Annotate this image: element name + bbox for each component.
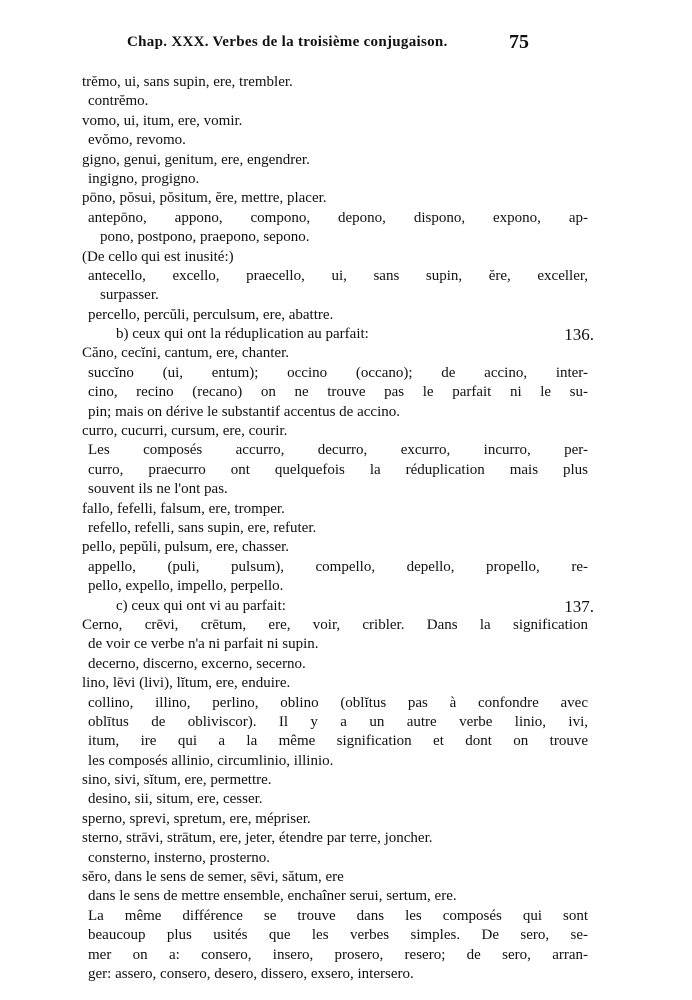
line-text: b) ceux qui ont la réduplication au parfait: — [116, 326, 369, 343]
text-line — [82, 500, 588, 519]
text-line — [82, 267, 588, 286]
line-text: c) ceux qui ont vi au parfait: — [116, 597, 286, 614]
text-line — [82, 946, 588, 965]
text-line — [82, 965, 588, 984]
line-text: desino, sii, situm, ere, cesser. — [88, 791, 263, 808]
line-text: fallo, fefelli, falsum, ere, tromper. — [82, 500, 285, 517]
text-line — [82, 538, 588, 557]
chapter-title: Chap. XXX. Verbes de la troisième conjugaison. — [127, 34, 448, 50]
line-text: antepōno, appono, compono, depono, dispono, expono, ap- — [88, 209, 588, 226]
text-line — [82, 403, 588, 422]
page-body — [82, 73, 594, 984]
line-text: La même différence se trouve dans les composés qui sont — [88, 907, 588, 924]
line-text: succĭno (ui, entum); occino (occano); de accino, inter- — [88, 364, 588, 381]
text-line — [82, 189, 588, 208]
text-line — [82, 131, 588, 150]
line-text: refello, refelli, sans supin, ere, refuter. — [88, 519, 317, 536]
text-line — [82, 926, 588, 945]
text-line — [82, 286, 588, 305]
text-line — [82, 694, 588, 713]
line-text: ger: assero, consero, desero, dissero, exsero, intersero. — [88, 965, 414, 982]
line-text: Les composés accurro, decurro, excurro, incurro, per- — [88, 442, 588, 459]
line-text: ingigno, progigno. — [88, 170, 200, 187]
text-line — [82, 713, 588, 732]
text-line — [82, 422, 588, 441]
text-line — [82, 325, 594, 345]
line-text: souvent ils ne l'ont pas. — [88, 481, 228, 498]
line-text: curro, cucurri, cursum, ere, courir. — [82, 423, 288, 440]
line-text: les composés allinio, circumlinio, illinio. — [88, 752, 334, 769]
line-text: cino, recino (recano) on ne trouve pas le parfait ni le su- — [88, 384, 588, 401]
section-number: 137. — [564, 596, 594, 616]
text-line — [82, 596, 594, 616]
text-line — [82, 635, 588, 654]
line-text: appello, (puli, pulsum), compello, depello, propello, re- — [88, 558, 588, 575]
text-line — [82, 558, 588, 577]
running-header — [0, 31, 692, 56]
text-line — [82, 209, 588, 228]
text-line — [82, 771, 588, 790]
line-text: beaucoup plus usités que les verbes simples. De sero, se- — [88, 927, 588, 944]
line-text: surpasser. — [100, 287, 159, 304]
text-line — [82, 907, 588, 926]
text-line — [82, 868, 588, 887]
line-text: pello, expello, impello, perpello. — [88, 578, 284, 595]
line-text: antecello, excello, praecello, ui, sans supin, ĕre, exceller, — [88, 267, 588, 284]
line-text: decerno, discerno, excerno, secerno. — [88, 655, 306, 672]
line-text: lino, lēvi (livi), lĭtum, ere, enduire. — [82, 675, 291, 692]
text-line — [82, 849, 588, 868]
text-line — [82, 790, 588, 809]
line-text: collino, illino, perlino, oblino (oblĭtus pas à confondre avec — [88, 694, 588, 711]
text-line — [82, 151, 588, 170]
line-text: contrĕmo. — [88, 93, 149, 110]
text-line — [82, 383, 588, 402]
text-line — [82, 577, 588, 596]
line-text: gigno, genui, genitum, ere, engendrer. — [82, 151, 310, 168]
text-line — [82, 461, 588, 480]
line-text: pin; mais on dérive le substantif accentus de accino. — [88, 403, 400, 420]
text-line — [82, 364, 588, 383]
text-line — [82, 344, 588, 363]
text-line — [82, 655, 588, 674]
line-text: itum, ire qui a la même signification et dont on trouve — [88, 733, 588, 750]
line-text: evŏmo, revomo. — [88, 132, 186, 149]
line-text: consterno, insterno, prosterno. — [88, 849, 271, 866]
text-line — [82, 732, 588, 751]
text-line — [82, 248, 588, 267]
line-text: percello, percŭli, perculsum, ere, abattre. — [88, 306, 334, 323]
line-text: dans le sens de mettre ensemble, enchaîner serui, sertum, ere. — [88, 888, 457, 905]
page-number: 75 — [509, 31, 529, 53]
line-text: vomo, ui, itum, ere, vomir. — [82, 112, 243, 129]
text-line — [82, 441, 588, 460]
line-text: sperno, sprevi, spretum, ere, mépriser. — [82, 810, 311, 827]
text-line — [82, 228, 588, 247]
line-text: curro, praecurro ont quelquefois la réduplication mais plus — [88, 461, 588, 478]
text-line — [82, 674, 588, 693]
text-line — [82, 170, 588, 189]
line-text: de voir ce verbe n'a ni parfait ni supin. — [88, 636, 319, 653]
line-text: Cerno, crēvi, crētum, ere, voir, cribler. Dans la signification — [82, 616, 588, 633]
text-line — [82, 112, 588, 131]
text-line — [82, 829, 588, 848]
text-line — [82, 480, 588, 499]
section-number: 136. — [564, 325, 594, 345]
line-text: (De cello qui est inusité:) — [82, 248, 234, 265]
line-text: pello, pepŭli, pulsum, ere, chasser. — [82, 539, 290, 556]
line-text: sterno, strāvi, strātum, ere, jeter, étendre par terre, joncher. — [82, 830, 433, 847]
text-line — [82, 810, 588, 829]
text-line — [82, 887, 588, 906]
text-line — [82, 752, 588, 771]
line-text: pōno, pŏsui, pŏsitum, ĕre, mettre, placer. — [82, 190, 327, 207]
line-text: trĕmo, ui, sans supin, ere, trembler. — [82, 74, 293, 90]
line-text: pono, postpono, praepono, sepono. — [100, 229, 310, 246]
line-text: sĕro, dans le sens de semer, sēvi, sătum, ere — [82, 869, 344, 886]
text-line — [82, 616, 588, 635]
text-line — [82, 73, 588, 92]
line-text: sino, sivi, sĭtum, ere, permettre. — [82, 772, 272, 789]
text-line — [82, 519, 588, 538]
line-text: oblītus de obliviscor). Il y a un autre verbe linio, ivi, — [88, 713, 588, 730]
text-line — [82, 306, 588, 325]
line-text: mer on a: consero, insero, prosero, resero; de sero, arran- — [88, 946, 588, 963]
line-text: Căno, cecĭni, cantum, ere, chanter. — [82, 345, 289, 362]
text-line — [82, 92, 588, 111]
